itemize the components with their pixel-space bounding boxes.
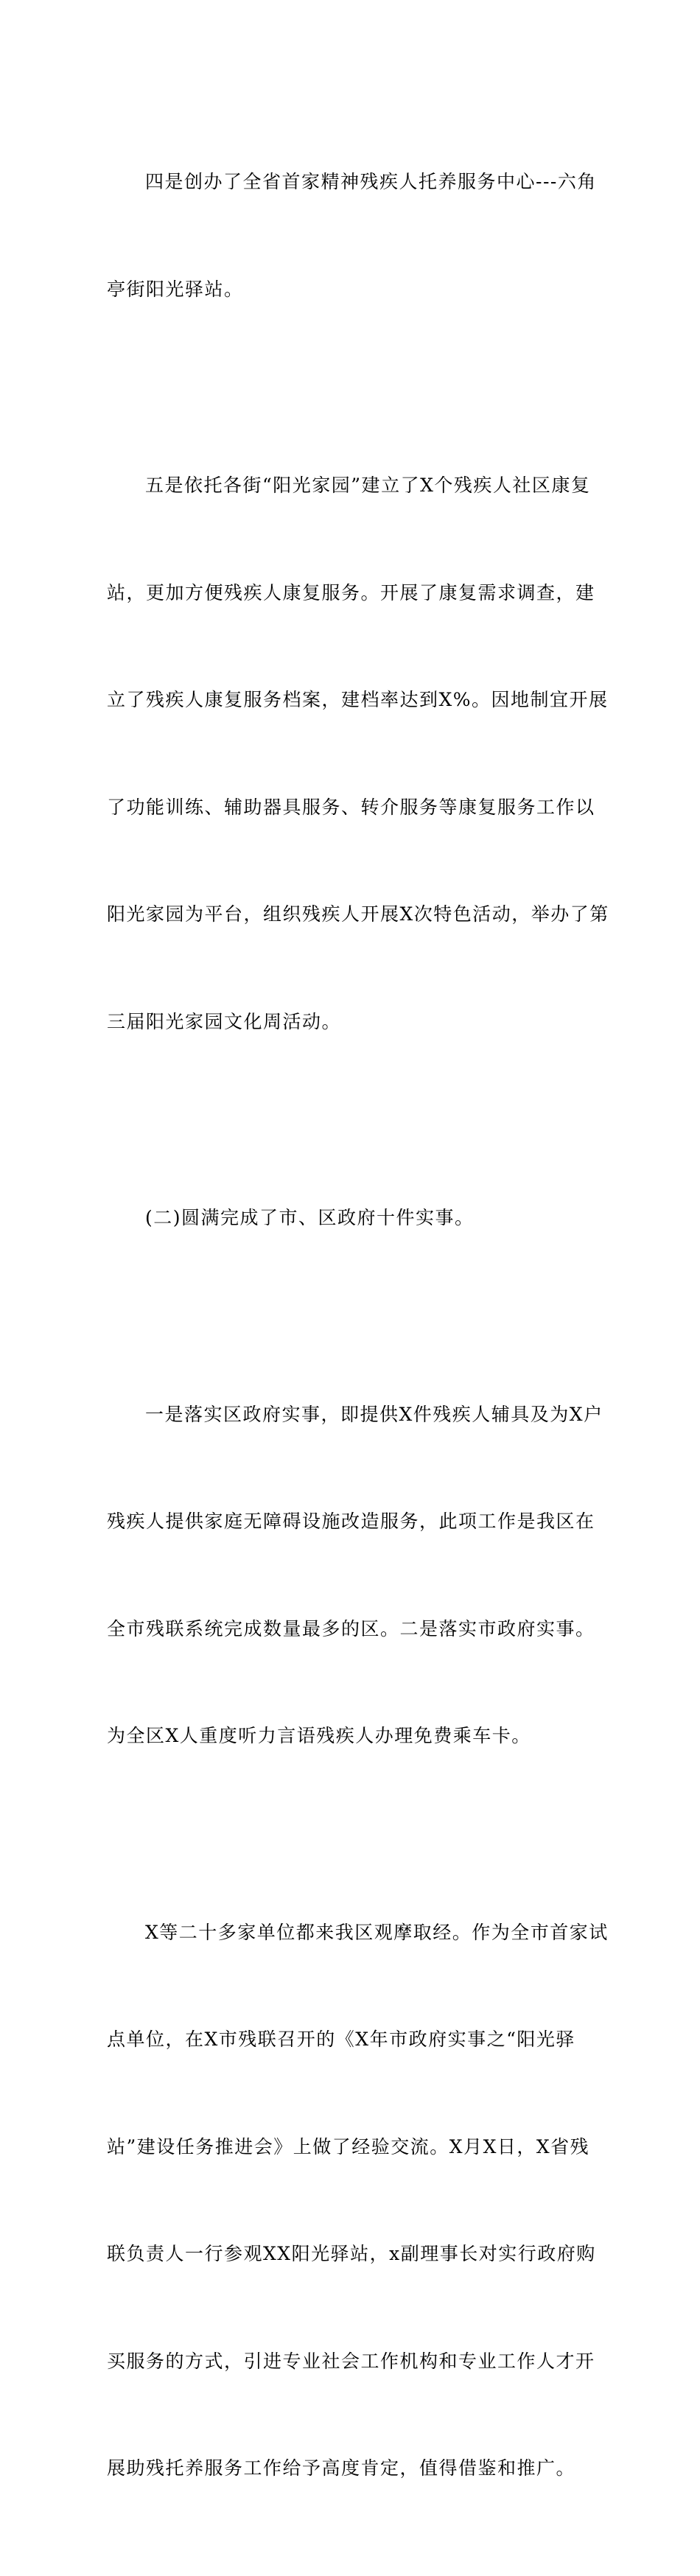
text-line: 点单位，在X市残联召开的《X年市政府实事之“阳光驿 bbox=[107, 2029, 575, 2050]
paragraph-rehab-stations bbox=[107, 396, 609, 1111]
text-line: 阳光家园为平台，组织残疾人开展X次特色活动，举办了第 bbox=[107, 903, 609, 925]
paragraph-experience-exchange bbox=[107, 1844, 609, 2558]
text-line: 站”建设任务推进会》上做了经验交流。X月X日，X省残 bbox=[107, 2135, 590, 2157]
text-line: 残疾人提供家庭无障碍设施改造服务，此项工作是我区在 bbox=[107, 1511, 595, 1532]
paragraph-government-tasks bbox=[107, 1326, 603, 1826]
text-line: 为全区X人重度听力言语残疾人办理免费乘车卡。 bbox=[107, 1725, 531, 1746]
text-line: 一是落实区政府实事，即提供X件残疾人辅具及为X户 bbox=[145, 1403, 603, 1425]
paragraph-sunshine-station bbox=[107, 93, 597, 379]
document-body bbox=[107, 93, 609, 2576]
text-line: X等二十多家单位都来我区观摩取经。作为全市首家试 bbox=[145, 1921, 609, 1943]
text-line: 买服务的方式，引进专业社会工作机构和专业工作人才开 bbox=[107, 2350, 595, 2372]
text-line: 亭街阳光驿站。 bbox=[107, 278, 244, 300]
text-line: 站，更加方便残疾人康复服务。开展了康复需求调查，建 bbox=[107, 581, 595, 603]
text-line: 四是创办了全省首家精神残疾人托养服务中心---六角 bbox=[145, 171, 597, 192]
text-line: 五是依托各街“阳光家园”建立了X个残疾人社区康复 bbox=[145, 475, 591, 496]
text-line: 展助残托养服务工作给予高度肯定，值得借鉴和推广。 bbox=[107, 2457, 576, 2479]
text-line: 联负责人一行参观XX阳光驿站，x副理事长对实行政府购 bbox=[107, 2243, 596, 2264]
text-line: 立了残疾人康复服务档案，建档率达到X%。因地制宜开展 bbox=[107, 689, 609, 710]
section-heading-2 bbox=[107, 1129, 597, 1308]
heading-text: (二)圆满完成了市、区政府十件实事。 bbox=[145, 1207, 475, 1228]
text-line: 了功能训练、辅助器具服务、转介服务等康复服务工作以 bbox=[107, 796, 595, 818]
text-line: 全市残联系统完成数量最多的区。二是落实市政府实事。 bbox=[107, 1617, 595, 1639]
text-line: 三届阳光家园文化周活动。 bbox=[107, 1010, 342, 1032]
